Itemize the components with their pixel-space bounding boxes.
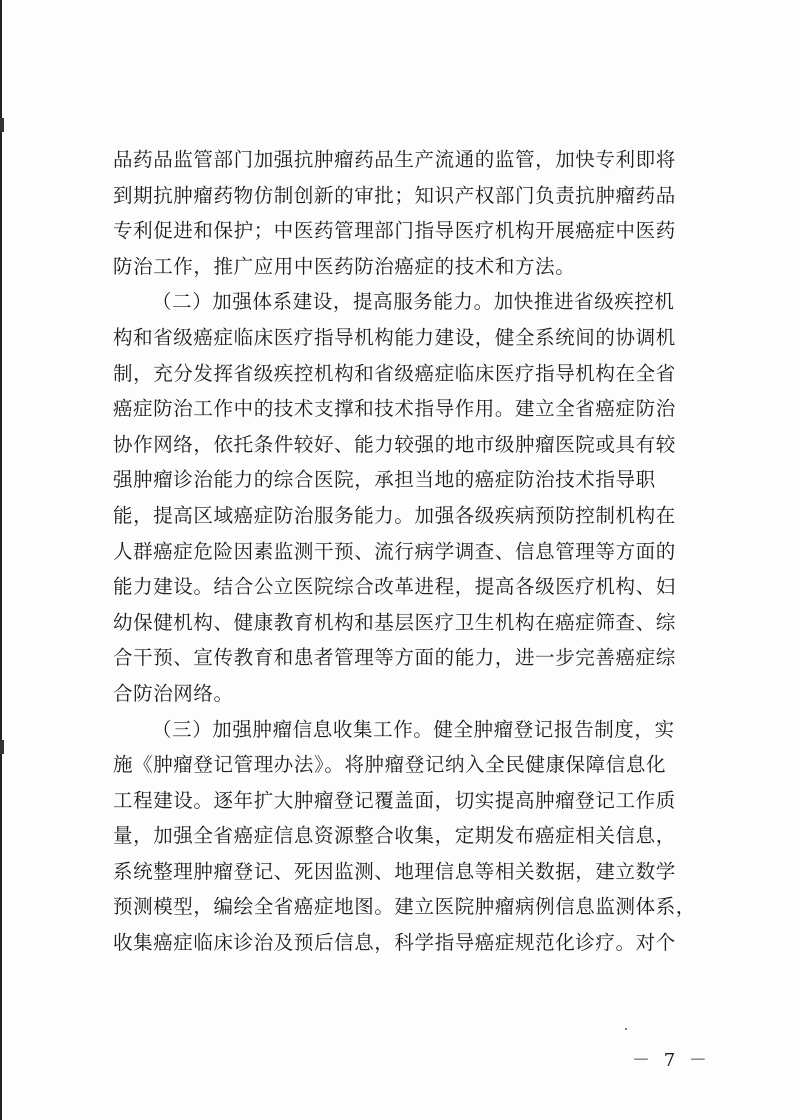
text-line: 防治工作，推广应用中医药防治癌症的技术和方法。 (113, 254, 576, 278)
text-line: 癌症防治工作中的技术支撑和技术指导作用。建立全省癌症防治 (113, 397, 676, 421)
text-line: 工程建设。逐年扩大肿瘤登记覆盖面，切实提高肿瘤登记工作质 (113, 788, 676, 812)
text-line: 专利促进和保护；中医药管理部门指导医疗机构开展癌症中医药 (113, 219, 676, 243)
text-line: 系统整理肿瘤登记、死因监测、地理信息等相关数据，建立数学 (113, 859, 676, 883)
text-line: 施《肿瘤登记管理办法》。将肿瘤登记纳入全民健康保障信息化 (113, 753, 667, 777)
text-line: 到期抗肿瘤药物仿制创新的审批；知识产权部门负责抗肿瘤药品 (113, 183, 676, 207)
body-text (113, 142, 713, 961)
section-heading-line: （三）加强肿瘤信息收集工作。健全肿瘤登记报告制度，实 (152, 717, 675, 741)
scan-speck (625, 1028, 627, 1030)
text-line: 制，充分发挥省级疾控机构和省级癌症临床医疗指导机构在全省 (113, 361, 676, 385)
text-line: 构和省级癌症临床医疗指导机构能力建设，健全系统间的协调机 (113, 325, 676, 349)
text-line: 预测模型，编绘全省癌症地图。建立医院肿瘤病例信息监测体系， (113, 895, 696, 919)
text-line: 合干预、宣传教育和患者管理等方面的能力，进一步完善癌症综 (113, 646, 676, 670)
text-line: 人群癌症危险因素监测干预、流行病学调查、信息管理等方面的 (113, 539, 676, 563)
text-line: 协作网络，依托条件较好、能力较强的地市级肿瘤医院或具有较 (113, 432, 676, 456)
text-line: 合防治网络。 (113, 681, 234, 705)
text-line: 幼保健机构、健康教育机构和基层医疗卫生机构在癌症筛查、综 (113, 610, 676, 634)
text-line: 强肿瘤诊治能力的综合医院，承担当地的癌症防治技术指导职 (113, 468, 656, 492)
scan-border (0, 0, 2, 1120)
scan-mark (0, 118, 4, 132)
text-line: 能，提高区域癌症防治服务能力。加强各级疾病预防控制机构在 (113, 503, 676, 527)
text-line: 能力建设。结合公立医院综合改革进程，提高各级医疗机构、妇 (113, 575, 676, 599)
text-line: 收集癌症临床诊治及预后信息，科学指导癌症规范化诊疗。对个 (113, 931, 676, 955)
section-heading-line: （二）加强体系建设，提高服务能力。加快推进省级疾控机 (152, 290, 675, 314)
scan-mark (0, 740, 4, 754)
text-line: 品药品监管部门加强抗肿瘤药品生产流通的监管，加快专利即将 (113, 148, 676, 171)
page-number: － 7 － (632, 1050, 711, 1071)
text-line: 量，加强全省癌症信息资源整合收集，定期发布癌症相关信息， (113, 824, 676, 848)
